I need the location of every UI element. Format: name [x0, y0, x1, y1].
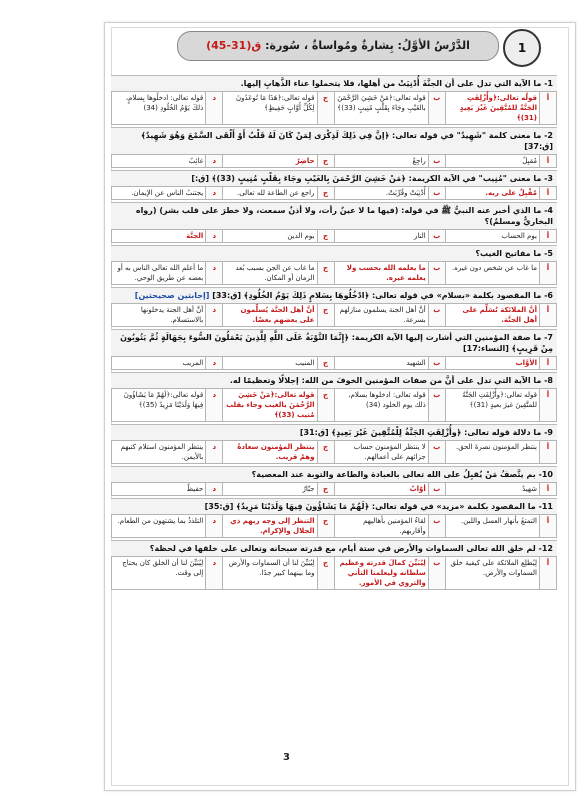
option-letter: ج	[317, 357, 334, 370]
options-row	[112, 389, 557, 422]
question-text: 6- ما المقصود بكلمة «بسلام» في قوله تعالى: ﴿ادْخُلُوهَا بِسَلامٍ ذَلِكَ يَوْمُ الخُلُودِ﴾ [ق:33]	[212, 291, 553, 300]
option-letter: ب	[428, 483, 445, 496]
options-row	[112, 262, 557, 285]
option-answer[interactable]: يوم الدين	[223, 230, 317, 243]
option-letter: أ	[540, 515, 557, 538]
option-letter: د	[206, 515, 223, 538]
option-letter: ج	[317, 483, 334, 496]
question-4	[111, 202, 557, 229]
option-answer[interactable]: لِيُطلِع الملائكة على كيفية خلق السماوات والأرض.	[445, 557, 539, 590]
option-letter: ب	[428, 187, 445, 200]
question-text: 3- ما معنى "مُنِيب" في الآية الكريمة: ﴿مَنْ خَشِيَ الرَّحْمَنَ بِالغَيْبِ وجَاءَ بِقَلْبٍ مُنِيبٍ (33)﴾ [ق:]	[191, 174, 553, 183]
question-text: 7- ما صفة المؤمنين التي أشارت إليها الآية الكريمة: ﴿إِنَّمَا التَّوْبَةُ عَلَى اللَّهِ لِلَّذِينَ يَعْمَلُونَ السُّوءَ بِجَهَالَةٍ ثُمَّ يَتُوبُونَ مِنْ قَرِيبٍ﴾ [النساء:17]	[120, 333, 553, 353]
page-frame	[104, 22, 576, 791]
options-row	[112, 515, 557, 538]
options-row	[112, 357, 557, 370]
option-letter: د	[206, 557, 223, 590]
options-table	[111, 440, 557, 464]
option-answer[interactable]: أُدْنِيَتْ وقُرِّبَتْ.	[334, 187, 428, 200]
option-answer[interactable]: يوم الحساب	[445, 230, 539, 243]
option-letter: ب	[428, 557, 445, 590]
option-correct-answer[interactable]: أنَّ أهل الجنَّة يُسلِّمون على بعضهم بعضًا.	[223, 304, 317, 327]
question-2	[111, 127, 557, 154]
option-letter: أ	[540, 92, 557, 125]
option-correct-answer[interactable]: مُقْبِلٌ على ربه.	[445, 187, 539, 200]
option-correct-answer[interactable]: قولُه تعالى:﴿وأُزْلِفَتِ الجَنَّةُ للمُتَّقِينَ غَيْرَ بَعِيدٍ (31)﴾	[445, 92, 539, 125]
options-table	[111, 186, 557, 200]
option-letter: ب	[428, 304, 445, 327]
question-text: 9- ما دلالة قوله تعالى: ﴿وأُزْلِفَتِ الجَنَّةُ لِلْمُتَّقِينَ غَيْرَ بَعِيدٍ﴾ [ق:31]	[299, 428, 553, 437]
options-table	[111, 556, 557, 590]
option-letter: ج	[317, 187, 334, 200]
option-answer[interactable]: لا ينتظر المؤمنون حساب جزائهم على أعمالهم.	[334, 441, 428, 464]
option-correct-answer[interactable]: الجنَّة	[112, 230, 206, 243]
option-answer[interactable]: النار	[334, 230, 428, 243]
option-letter: د	[206, 389, 223, 422]
option-answer[interactable]: التمتعُ بأنهار العسل واللبن.	[445, 515, 539, 538]
options-table	[111, 91, 557, 125]
option-letter: ب	[428, 441, 445, 464]
option-letter: أ	[540, 557, 557, 590]
options-row	[112, 557, 557, 590]
option-letter: د	[206, 304, 223, 327]
lesson-title-ref: ق(31-45)	[206, 39, 262, 52]
option-letter: ج	[317, 155, 334, 168]
question-5	[111, 245, 557, 261]
option-letter: أ	[540, 304, 557, 327]
option-correct-answer[interactable]: أوّابٌ	[334, 483, 428, 496]
option-letter: أ	[540, 483, 557, 496]
question-8	[111, 372, 557, 388]
lesson-title	[177, 31, 499, 61]
option-letter: أ	[540, 262, 557, 285]
option-answer[interactable]: قوله تعالى:﴿لَهُمْ مَا يَشَاؤُونَ فِيهَا وَلَدَيْنَا مَزِيدٌ (35)﴾	[112, 389, 206, 422]
option-letter: د	[206, 92, 223, 125]
options-table	[111, 154, 557, 168]
option-answer[interactable]: لِيُبَيِّنَ لنا أن الخلق كان يحتاج إلى وقت.	[112, 557, 206, 590]
options-row	[112, 441, 557, 464]
options-table	[111, 388, 557, 422]
option-answer[interactable]: غائِبٌ	[112, 155, 206, 168]
option-answer[interactable]: المنيب	[223, 357, 317, 370]
option-correct-answer[interactable]: لِيُبَيِّنَ كمالَ قدرته وعظيم سلطانه وليعلمنا التأني والتروي في الأمور.	[334, 557, 428, 590]
option-answer[interactable]: قوله تعالى: ادخلوها بسلام، ذلك يوم الخلود (34)	[334, 389, 428, 422]
option-answer[interactable]: قوله تعالى: ادخلُوها بِسلامٍ، ذلكَ يَوْمُ الخُلُودِ (34)	[112, 92, 206, 125]
option-letter: د	[206, 230, 223, 243]
lesson-title-main: الدَّرْسُ الأوَّلُ: بِشارةٌ ومُواساةٌ ، سُورة:	[265, 39, 470, 52]
option-correct-answer[interactable]: قوله تعالى:﴿مَنْ خَشِيَ الرَّحْمَنَ بالغيب وجاء بقلب مُنيب (33)﴾	[223, 389, 317, 422]
option-answer[interactable]: أنَّ أهل الجنة يسلمون منازلهم بسرعة.	[334, 304, 428, 327]
option-answer[interactable]: المريب	[112, 357, 206, 370]
option-answer[interactable]: ما غاب عن الجن بسبب بُعد الزمان أو المكان.	[223, 262, 317, 285]
option-letter: ب	[428, 357, 445, 370]
option-letter: ب	[428, 230, 445, 243]
option-letter: ج	[317, 262, 334, 285]
options-table	[111, 261, 557, 285]
question-text: 1- ما الآية التي تدل على أن الجنَّةَ أُدْنِيَتْ من أهلها، فلا يتحملوا عناء الذَّهابِ إليها.	[240, 79, 553, 88]
option-letter: ج	[317, 515, 334, 538]
option-answer[interactable]: لِيُبَيِّنَ لنا أن السماوات والأرض وما بينهما كبير جدًا.	[223, 557, 317, 590]
option-letter: ب	[428, 515, 445, 538]
question-7	[111, 329, 557, 356]
question-text: 12- لم خلق الله تعالى السماوات والأرض في ستة أيام، مع قدرته سبحانه وتعالى على خلقها في لحظة؟	[149, 544, 553, 553]
question-text: 4- ما الذي أخبر عنه النبيُّ ﷺ في قوله: (فيها ما لا عينٌ رأت، ولا أذنٌ سمعت، ولا خطرَ على قلب بشر) (رواه البخاريُّ ومسلمٌ)؟	[135, 206, 553, 226]
option-answer[interactable]: حفيظٌ	[112, 483, 206, 496]
question-text: 2- ما معنى كلمة "شَهِيدٌ" في قوله تعالى: ﴿إنَّ فِي ذَلِكَ لَذِكْرَى لِمَنْ كَانَ لَهُ قَلْبٌ أَوْ أَلْقَى السَّمْعَ وَهُوَ شَهِيدٌ﴾ [ق:37]	[140, 131, 553, 151]
options-row	[112, 304, 557, 327]
option-letter: د	[206, 483, 223, 496]
option-correct-answer[interactable]: ما يعلمه الله بحسب ولا يعلمه غيره.	[334, 262, 428, 285]
option-answer[interactable]: قوله تعالى:﴿مَنْ خَشِيَ الرَّحْمَنَ بالغَيْبِ وجَاءَ بِقَلْبٍ مُنِيبٍ (33)﴾	[334, 92, 428, 125]
option-letter: ج	[317, 92, 334, 125]
option-answer[interactable]: راجِعٌ	[334, 155, 428, 168]
options-table	[111, 482, 557, 496]
option-answer[interactable]: قوله تعالى:﴿وأُزْلِفَتِ الجَنَّةُ للمتَّقِينَ غيرَ بعيدٍ (31)﴾	[445, 389, 539, 422]
option-answer[interactable]: التلذذُ بما يشتهون من الطعام.	[112, 515, 206, 538]
option-correct-answer[interactable]: حاضِرٌ	[223, 155, 317, 168]
question-text: 11- ما المقصود بكلمة «مزيد» في قوله تعالى: ﴿لَهُمْ مَا يَشَاؤُونَ فِيهَا وَلَدَيْنَا مَزِيدٌ﴾ [ق:35]	[204, 502, 553, 511]
question-note: [إجابتين صحيحتين]	[134, 291, 210, 300]
option-correct-answer[interactable]: أنَّ الملائكة تُسَلِّم على أهل الجنَّة.	[445, 304, 539, 327]
options-row	[112, 92, 557, 125]
question-1	[111, 75, 557, 91]
question-3	[111, 170, 557, 186]
lesson-number-badge: 1	[503, 29, 541, 67]
option-letter: ج	[317, 441, 334, 464]
option-letter: د	[206, 262, 223, 285]
option-letter: أ	[540, 230, 557, 243]
option-letter: ج	[317, 557, 334, 590]
options-row	[112, 187, 557, 200]
option-answer[interactable]: مُقبِلٌ	[445, 155, 539, 168]
option-letter: أ	[540, 389, 557, 422]
options-row	[112, 230, 557, 243]
options-table	[111, 229, 557, 243]
option-letter: د	[206, 187, 223, 200]
option-letter: د	[206, 155, 223, 168]
options-table	[111, 356, 557, 370]
option-answer[interactable]: راجع عن الطاعة لله تعالى.	[223, 187, 317, 200]
option-correct-answer[interactable]: ينتظر المؤمنون سعادةً وهمٌ قريب.	[223, 441, 317, 464]
question-9	[111, 424, 557, 440]
question-6	[111, 287, 557, 303]
option-letter: ب	[428, 155, 445, 168]
option-answer[interactable]: الشهيد	[334, 357, 428, 370]
lesson-header	[133, 29, 541, 63]
option-answer[interactable]: ينتظر المؤمنون نصرةَ الحق.	[445, 441, 539, 464]
option-answer[interactable]: ينتظر المؤمنون استلام كتبهم بالأيمن.	[112, 441, 206, 464]
option-answer[interactable]: جبّارٌ	[223, 483, 317, 496]
option-letter: ج	[317, 230, 334, 243]
option-correct-answer[interactable]: التنظر إلى وجه ربهم ذي الجلال والإكرام.	[223, 515, 317, 538]
option-letter: ج	[317, 304, 334, 327]
option-answer[interactable]: قوله تعالى:﴿هَذَا مَا تُوعَدُونَ لِكُلِّ أَوَّابٍ حَفِيظٍ﴾	[223, 92, 317, 125]
option-correct-answer[interactable]: الأوَّاب	[445, 357, 539, 370]
option-answer[interactable]: ما غاب عن شخص دون غيره.	[445, 262, 539, 285]
option-letter: أ	[540, 357, 557, 370]
option-letter: ب	[428, 389, 445, 422]
question-12	[111, 540, 557, 556]
option-letter: د	[206, 357, 223, 370]
options-table	[111, 514, 557, 538]
option-answer[interactable]: ما أعلم الله تعالى الناس به أو بعضه عن طريق الوحي.	[112, 262, 206, 285]
question-text: 5- ما مفاتيح الغيب؟	[475, 249, 553, 258]
page-number: 3	[283, 752, 290, 763]
questions-list	[111, 73, 557, 590]
question-text: 8- ما الآية التي تدل على أنَّ من صفات المؤمنين الخوفَ من الله: إجلالًا وتعظيمًا له.	[229, 376, 553, 385]
option-answer[interactable]: أنَّ أهل الجنة يدخلونها بالاستسلام.	[112, 304, 206, 327]
option-letter: أ	[540, 441, 557, 464]
options-row	[112, 483, 557, 496]
option-letter: ب	[428, 262, 445, 285]
option-letter: أ	[540, 155, 557, 168]
option-letter: ج	[317, 389, 334, 422]
question-text: 10- بم يتَّصفُ مَنْ يُقبِلُ على الله تعالى بالعبادة والطاعة والتوبة عند المعصية؟	[251, 470, 553, 479]
option-answer[interactable]: شهيدٌ	[445, 483, 539, 496]
option-letter: أ	[540, 187, 557, 200]
option-letter: ب	[428, 92, 445, 125]
question-10	[111, 466, 557, 482]
option-letter: د	[206, 441, 223, 464]
question-11	[111, 498, 557, 514]
options-table	[111, 303, 557, 327]
option-answer[interactable]: يجتنبُ الناس عن الإيمان.	[112, 187, 206, 200]
options-row	[112, 155, 557, 168]
option-answer[interactable]: لقاءُ المؤمنين بأهاليهم وأقاربهم.	[334, 515, 428, 538]
